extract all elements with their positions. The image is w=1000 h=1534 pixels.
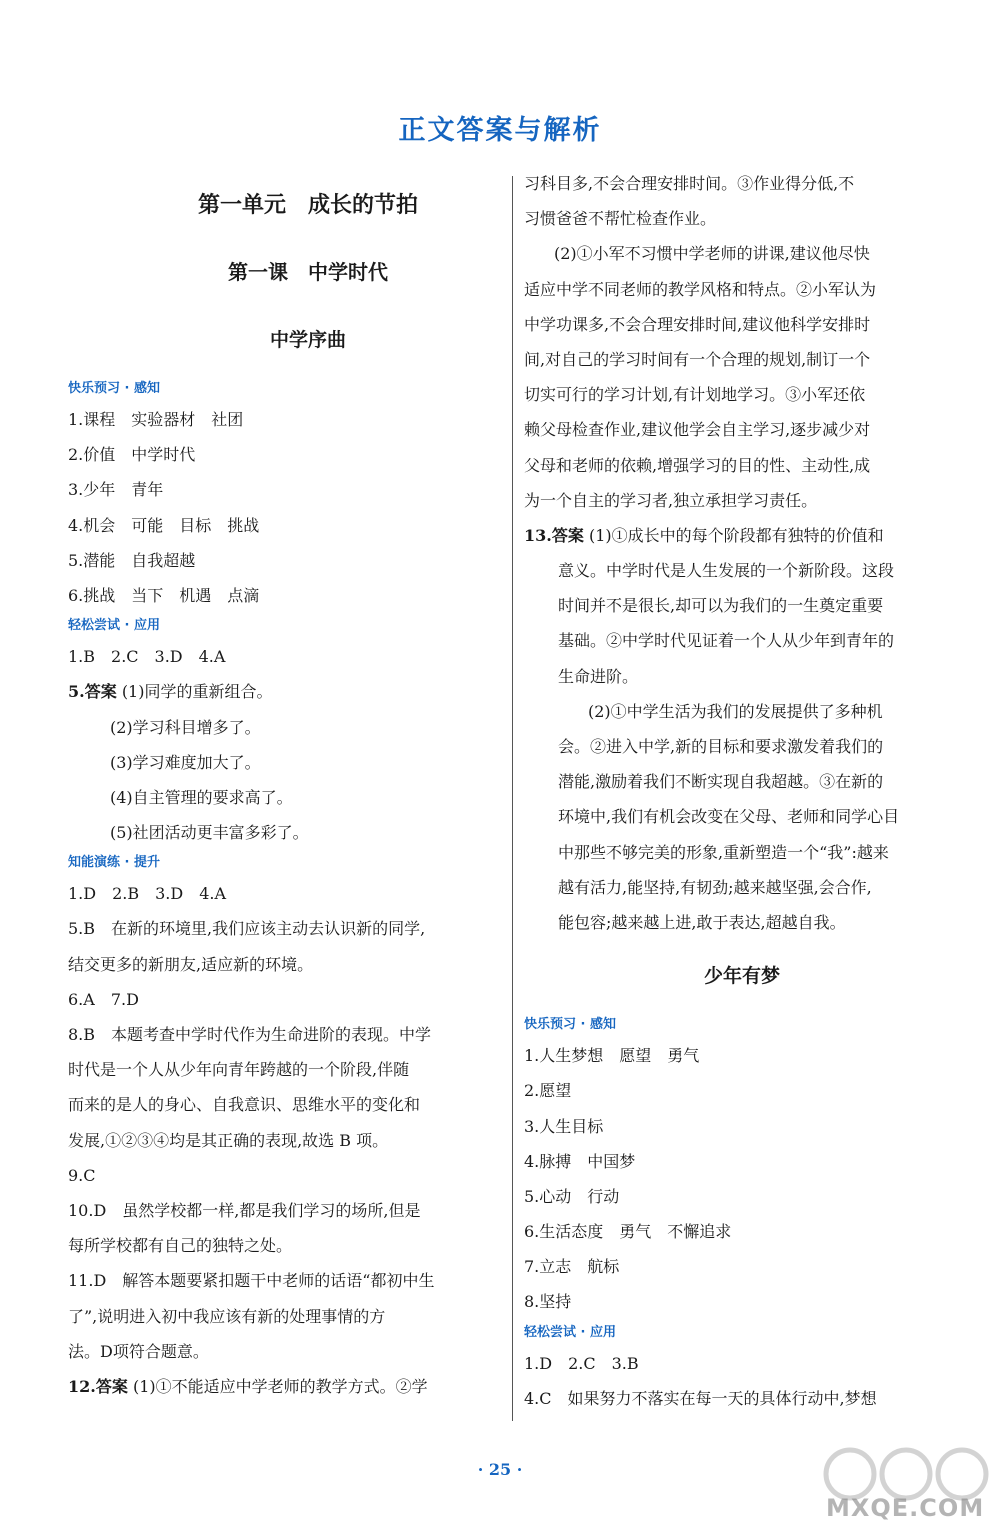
list-item: 5.心动 行动 xyxy=(524,1186,620,1206)
answer-text: (1)①不能适应中学老师的教学方式。②学 xyxy=(132,1376,428,1396)
list-item: (3)学习难度加大了。 xyxy=(110,752,261,772)
try-tag: 轻松尝试 · 应用 xyxy=(524,1324,616,1340)
unit-title: 第一单元 成长的节拍 xyxy=(197,192,418,218)
watermark-text: MXQE.COM xyxy=(826,1494,985,1522)
list-item: 3.人生目标 xyxy=(524,1116,604,1136)
list-item: 1.人生梦想 愿望 勇气 xyxy=(524,1046,700,1066)
left-column xyxy=(68,170,508,1404)
page-title: 正文答案与解析 xyxy=(398,115,602,146)
list-item: 6.挑战 当下 机遇 点滴 xyxy=(68,585,260,605)
preview-tag: 快乐预习 · 感知 xyxy=(524,1017,616,1033)
right-column xyxy=(524,170,960,1416)
list-item: (4)自主管理的要求高了。 xyxy=(110,787,293,807)
list-item xyxy=(68,674,508,709)
list-item: 习科目多,不会合理安排时间。③作业得分低,不 xyxy=(524,174,855,193)
list-item: 意义。中学时代是人生发展的一个新阶段。这段 xyxy=(558,561,895,581)
drill-tag: 知能演练 · 提升 xyxy=(68,855,160,871)
answer-label: 答案 xyxy=(551,525,584,545)
list-item: 5.潜能 自我超越 xyxy=(68,550,196,570)
list-item: 时代是一个人从少年向青年跨越的一个阶段,伴随 xyxy=(68,1060,410,1080)
list-item: 习惯爸爸不帮忙检查作业。 xyxy=(524,209,717,229)
list-item: 基础。②中学时代见证着一个人从少年到青年的 xyxy=(558,631,895,651)
lesson-title: 第一课 中学时代 xyxy=(228,260,388,284)
list-item: 9.C xyxy=(68,1165,96,1185)
column-divider xyxy=(512,176,513,1421)
list-item: 10.D 虽然学校都一样,都是我们学习的场所,但是 xyxy=(68,1200,421,1220)
list-item: 4.机会 可能 目标 挑战 xyxy=(68,515,260,535)
try-tag: 轻松尝试 · 应用 xyxy=(68,618,160,634)
list-item: 2.价值 中学时代 xyxy=(68,445,196,465)
list-item: 越有活力,能坚持,有韧劲;越来越坚强,会合作, xyxy=(558,877,872,897)
list-item: 切实可行的学习计划,有计划地学习。③小军还依 xyxy=(524,385,866,405)
list-item: 了”,说明进入初中我应该有新的处理事情的方 xyxy=(68,1306,386,1326)
list-item: 发展,①②③④均是其正确的表现,故选 B 项。 xyxy=(68,1130,389,1150)
list-item: 中那些不够完美的形象,重新塑造一个“我”:越来 xyxy=(558,842,889,862)
section-title: 少年有梦 xyxy=(703,965,780,988)
list-item: 父母和老师的依赖,增强学习的目的性、主动性,成 xyxy=(524,455,871,475)
answer-label: 答案 xyxy=(84,682,117,702)
list-item: 每所学校都有自己的独特之处。 xyxy=(68,1236,293,1256)
list-item: 1.课程 实验器材 社团 xyxy=(68,410,244,429)
list-item: 6.A 7.D xyxy=(68,989,139,1009)
list-item: 为一个自主的学习者,独立承担学习责任。 xyxy=(524,490,818,510)
list-item: 中学功课多,不会合理安排时间,建议他科学安排时 xyxy=(524,314,871,334)
list-item: 8.坚持 xyxy=(524,1292,572,1312)
list-item: (2)学习科目增多了。 xyxy=(110,717,261,737)
list-item: 环境中,我们有机会改变在父母、老师和同学心目 xyxy=(558,807,900,827)
list-item: 1.D 2.B 3.D 4.A xyxy=(68,884,227,904)
answer-text: (1)同学的重新组合。 xyxy=(121,682,273,702)
preview-tag: 快乐预习 · 感知 xyxy=(68,381,160,396)
answer-label: 答案 xyxy=(95,1376,128,1396)
list-item: 法。D项符合题意。 xyxy=(68,1341,209,1361)
list-item: 1.D 2.C 3.B xyxy=(524,1353,639,1373)
answer-text: (1)①成长中的每个阶段都有独特的价值和 xyxy=(588,525,884,545)
list-item: 1.B 2.C 3.D 4.A xyxy=(68,647,226,667)
list-item xyxy=(524,518,960,553)
list-item: 赖父母检查作业,建议他学会自主学习,逐步减少对 xyxy=(524,420,871,440)
question-number: 13. xyxy=(524,525,552,545)
list-item: 结交更多的新朋友,适应新的环境。 xyxy=(68,954,314,974)
list-item: (2)①中学生活为我们的发展提供了多种机 xyxy=(588,701,883,721)
list-item: 4.脉搏 中国梦 xyxy=(524,1151,636,1171)
list-item: 6.生活态度 勇气 不懈追求 xyxy=(524,1222,732,1242)
question-number: 5. xyxy=(68,682,85,702)
list-item: 3.少年 青年 xyxy=(68,480,164,500)
list-item: (2)①小军不习惯中学老师的讲课,建议他尽快 xyxy=(554,244,870,264)
list-item: 5.B 在新的环境里,我们应该主动去认识新的同学, xyxy=(68,919,426,939)
list-item xyxy=(68,1369,508,1404)
section-title: 中学序曲 xyxy=(269,329,346,351)
list-item: 生命进阶。 xyxy=(558,666,639,686)
list-item: 2.愿望 xyxy=(524,1081,572,1101)
list-item: 适应中学不同老师的教学风格和特点。②小军认为 xyxy=(524,279,877,299)
list-item: 会。②进入中学,新的目标和要求激发着我们的 xyxy=(558,737,884,756)
list-item: 间,对自己的学习时间有一个合理的规划,制订一个 xyxy=(524,349,871,369)
list-item: (5)社团活动更丰富多彩了。 xyxy=(110,823,309,843)
page-number: · 25 · xyxy=(477,1460,523,1479)
list-item: 4.C 如果努力不落实在每一天的具体行动中,梦想 xyxy=(524,1388,877,1408)
list-item: 时间并不是很长,却可以为我们的一生奠定重要 xyxy=(558,596,884,616)
list-item: 8.B 本题考查中学时代作为生命进阶的表现。中学 xyxy=(68,1025,432,1044)
list-item: 7.立志 航标 xyxy=(524,1257,620,1277)
list-item: 而来的是人的身心、自我意识、思维水平的变化和 xyxy=(68,1095,421,1115)
list-item: 能包容;越来越上进,敢于表达,超越自我。 xyxy=(558,912,846,932)
list-item: 11.D 解答本题要紧扣题干中老师的话语“都初中生 xyxy=(68,1271,435,1291)
list-item: 潜能,激励着我们不断实现自我超越。③在新的 xyxy=(558,772,884,792)
question-number: 12. xyxy=(68,1376,96,1396)
